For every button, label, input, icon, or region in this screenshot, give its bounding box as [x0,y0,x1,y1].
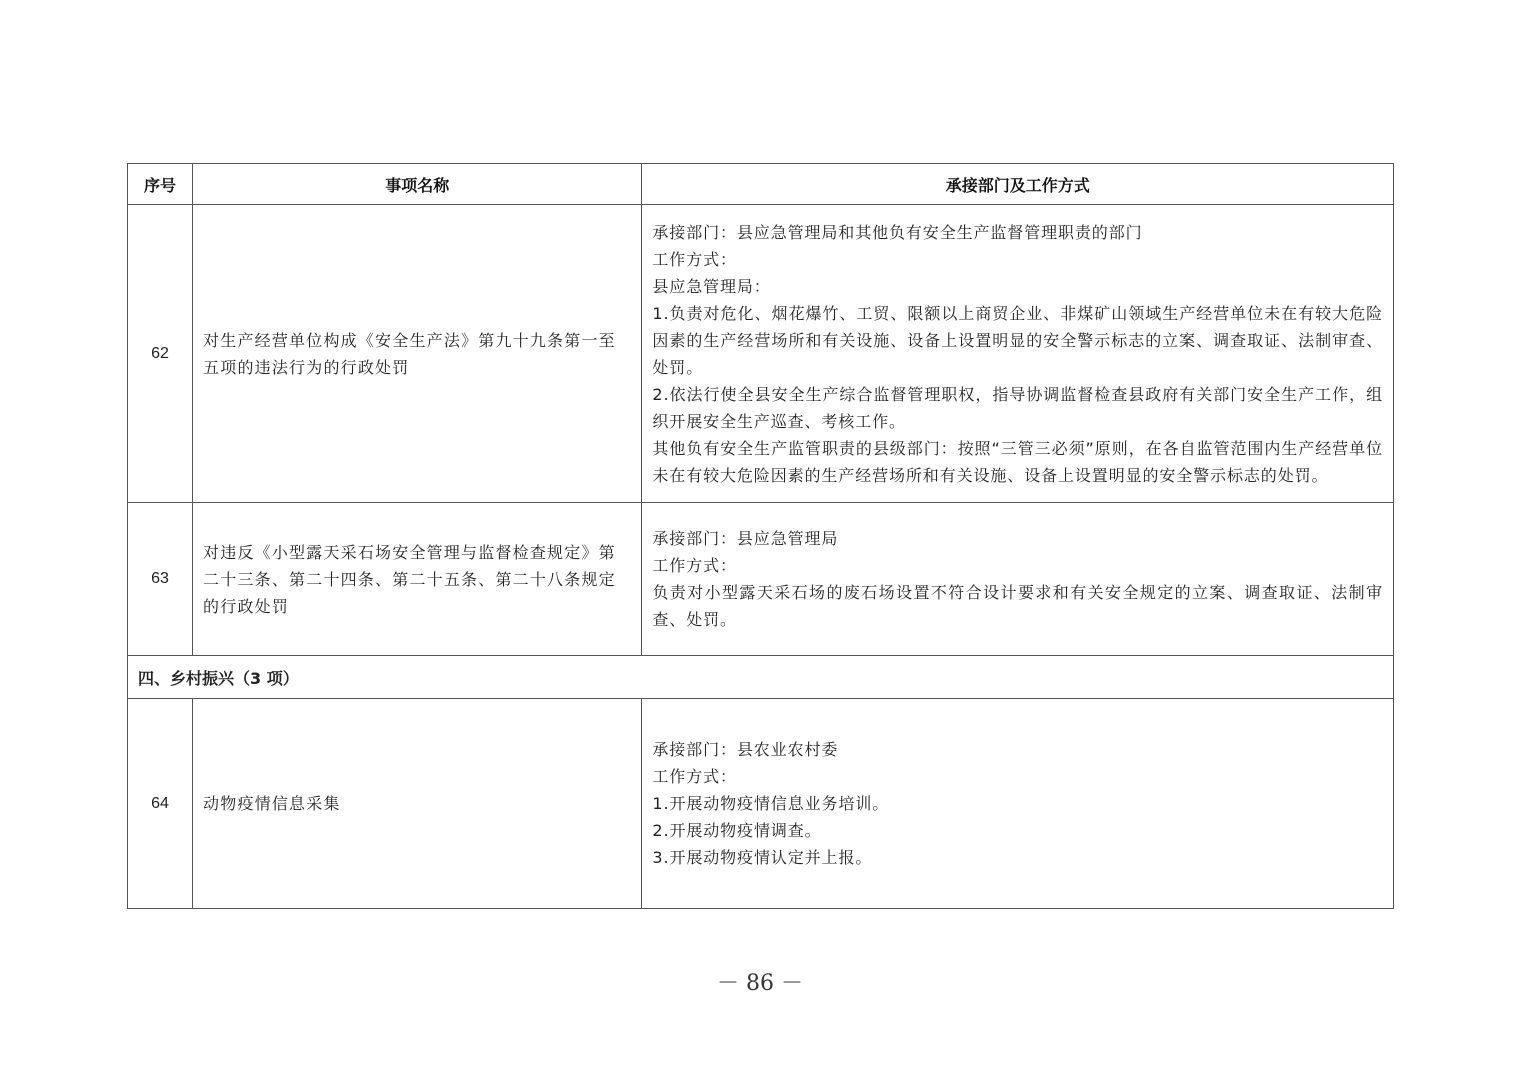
dept-line: 承接部门：县应急管理局和其他负有安全生产监督管理职责的部门 [652,222,1143,242]
row-item-name: 对违反《小型露天采石场安全管理与监督检查规定》第二十三条、第二十四条、第二十五条、第二十八条规定的行政处罚 [193,503,642,656]
dept-line: 承接部门：县农业农村委 [652,740,839,759]
dept-line: 3.开展动物疫情认定并上报。 [652,848,873,867]
dept-line: 2.开展动物疫情调查。 [652,821,822,840]
row-serial-number: 64 [128,699,193,909]
dept-line: 1.负责对危化、烟花爆竹、工贸、限额以上商贸企业、非煤矿山领域生产经营单位未在有较大危险因素的生产经营场所和有关设施、设备上设置明显的安全警示标志的立案、调查取证、法制审查、处罚。 [652,303,1383,377]
row-department-method [642,205,1394,503]
dept-line: 负责对小型露天采石场的废石场设置不符合设计要求和有关安全规定的立案、调查取证、法制审查、处罚。 [652,583,1383,629]
row-item-name: 动物疫情信息采集 [193,699,642,909]
dept-line: 2.依法行使全县安全生产综合监督管理职权，指导协调监督检查县政府有关部门安全生产工作，组织开展安全生产巡查、考核工作。 [652,384,1383,431]
row-item-name: 对生产经营单位构成《安全生产法》第九十九条第一至五项的违法行为的行政处罚 [193,205,642,503]
table-row [128,503,1394,656]
dept-line: 1.开展动物疫情信息业务培训。 [652,794,890,813]
row-serial-number: 62 [128,205,193,503]
dept-line: 工作方式： [652,767,737,786]
page-number: － 86 － [717,971,803,996]
row-serial-number: 63 [128,503,193,656]
header-item-name: 事项名称 [193,164,642,205]
table-row [128,699,1394,909]
row-department-method [642,699,1394,909]
section-row [128,656,1394,699]
dept-line: 承接部门：县应急管理局 [652,529,839,548]
table-header-row [128,164,1394,205]
items-table [127,163,1394,909]
dept-line: 工作方式： [652,249,737,269]
dept-line: 其他负有安全生产监管职责的县级部门：按照“三管三必须”原则，在各自监管范围内生产经营单位未在有较大危险因素的生产经营场所和有关设施、设备上设置明显的安全警示标志的处罚。 [652,438,1383,485]
header-serial-number: 序号 [128,164,193,205]
header-department-method: 承接部门及工作方式 [642,164,1394,205]
table-row [128,205,1394,503]
dept-line: 县应急管理局： [652,276,771,296]
dept-line: 工作方式： [652,556,737,575]
section-heading: 四、乡村振兴（3 项） [128,656,1394,699]
row-department-method [642,503,1394,656]
